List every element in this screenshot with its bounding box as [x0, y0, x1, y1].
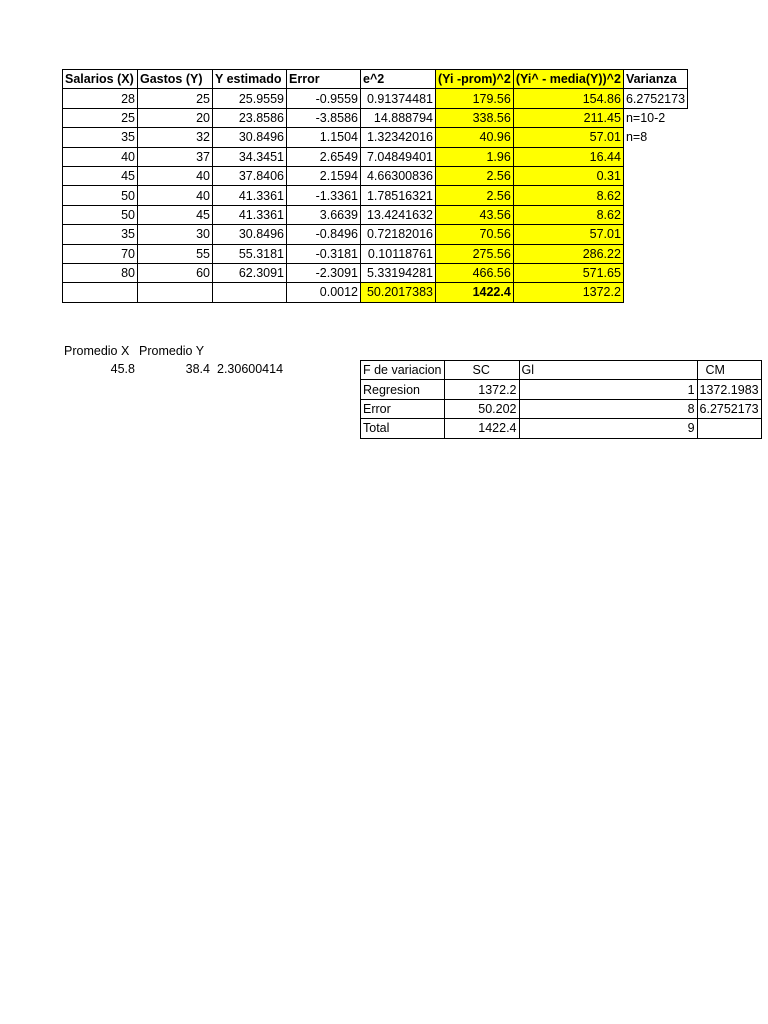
totals-cell[interactable]	[63, 283, 138, 302]
table-row	[63, 205, 688, 224]
error-cell[interactable]: 2.6549	[287, 147, 361, 166]
salarios-cell[interactable]: 35	[63, 128, 138, 147]
yi-hat-media-cell[interactable]: 16.44	[513, 147, 623, 166]
anova-header-sc[interactable]: SC	[444, 361, 519, 380]
gastos-cell[interactable]: 40	[138, 186, 213, 205]
header-cell-varianza[interactable]: Varianza	[623, 70, 687, 89]
header-cell-gastos[interactable]: Gastos (Y)	[138, 70, 213, 89]
error-cell[interactable]: 2.1594	[287, 166, 361, 185]
table-row	[63, 89, 688, 108]
anova-gl-cell[interactable]: 1	[519, 380, 697, 399]
error-sum-cell[interactable]: 0.0012	[287, 283, 361, 302]
yi-hat-media-cell[interactable]: 8.62	[513, 186, 623, 205]
error-cell[interactable]: 1.1504	[287, 128, 361, 147]
anova-header-cm[interactable]: CM	[697, 361, 761, 380]
scr-sum-cell[interactable]: 1372.2	[513, 283, 623, 302]
error-cell[interactable]: 3.6639	[287, 205, 361, 224]
varianza-cell[interactable]	[623, 166, 687, 185]
yi-hat-media-cell[interactable]: 286.22	[513, 244, 623, 263]
anova-cm-cell[interactable]: 1372.1983	[697, 380, 761, 399]
sct-sum-cell[interactable]: 1422.4	[436, 283, 514, 302]
error-cell[interactable]: -2.3091	[287, 263, 361, 282]
salarios-cell[interactable]: 50	[63, 186, 138, 205]
anova-cm-cell[interactable]: 6.2752173	[697, 399, 761, 418]
error-cell[interactable]: -1.3361	[287, 186, 361, 205]
salarios-cell[interactable]: 25	[63, 108, 138, 127]
y-estimado-cell[interactable]: 25.9559	[213, 89, 287, 108]
error-cell[interactable]: -0.8496	[287, 225, 361, 244]
error-cell[interactable]: -3.8586	[287, 108, 361, 127]
varianza-cell[interactable]	[623, 205, 687, 224]
e2-sum-cell[interactable]: 50.2017383	[361, 283, 436, 302]
yi-prom-cell[interactable]: 179.56	[436, 89, 514, 108]
salarios-cell[interactable]: 45	[63, 166, 138, 185]
e2-cell[interactable]: 5.33194281	[361, 263, 436, 282]
y-estimado-cell[interactable]: 37.8406	[213, 166, 287, 185]
gastos-cell[interactable]: 45	[138, 205, 213, 224]
gastos-cell[interactable]: 55	[138, 244, 213, 263]
yi-prom-cell[interactable]: 275.56	[436, 244, 514, 263]
gastos-cell[interactable]: 37	[138, 147, 213, 166]
anova-fuente-cell[interactable]: Error	[361, 399, 445, 418]
yi-hat-media-cell[interactable]: 57.01	[513, 128, 623, 147]
yi-hat-media-cell[interactable]: 154.86	[513, 89, 623, 108]
e2-cell[interactable]: 14.888794	[361, 108, 436, 127]
gastos-cell[interactable]: 40	[138, 166, 213, 185]
e2-cell[interactable]: 0.72182016	[361, 225, 436, 244]
yi-hat-media-cell[interactable]: 211.45	[513, 108, 623, 127]
table-row	[63, 244, 688, 263]
e2-cell[interactable]: 0.10118761	[361, 244, 436, 263]
y-estimado-cell[interactable]: 30.8496	[213, 128, 287, 147]
totals-cell[interactable]	[213, 283, 287, 302]
totals-cell[interactable]	[138, 283, 213, 302]
salarios-cell[interactable]: 80	[63, 263, 138, 282]
y-estimado-cell[interactable]: 34.3451	[213, 147, 287, 166]
promedio-x-value[interactable]: 45.8	[110, 362, 135, 376]
varianza-cell[interactable]	[623, 263, 687, 282]
anova-row	[361, 399, 762, 418]
table-row	[63, 147, 688, 166]
table-row	[63, 166, 688, 185]
anova-header-gl[interactable]: Gl	[519, 361, 697, 380]
yi-prom-cell[interactable]: 40.96	[436, 128, 514, 147]
error-cell[interactable]: -0.3181	[287, 244, 361, 263]
y-estimado-cell[interactable]: 30.8496	[213, 225, 287, 244]
promedio-y-label[interactable]: Promedio Y	[139, 344, 205, 358]
anova-fuente-cell[interactable]: Regresion	[361, 380, 445, 399]
table-row	[63, 263, 688, 282]
salarios-cell[interactable]: 35	[63, 225, 138, 244]
anova-sc-cell[interactable]: 50.202	[444, 399, 519, 418]
e2-cell[interactable]: 1.78516321	[361, 186, 436, 205]
salarios-cell[interactable]: 40	[63, 147, 138, 166]
varianza-cell[interactable]	[623, 147, 687, 166]
yi-prom-cell[interactable]: 2.56	[436, 186, 514, 205]
extra-value[interactable]: 2.30600414	[217, 362, 284, 376]
varianza-cell[interactable]: 6.2752173	[623, 89, 687, 108]
yi-prom-cell[interactable]: 1.96	[436, 147, 514, 166]
header-cell-salarios[interactable]: Salarios (X)	[63, 70, 138, 89]
anova-header-fuente[interactable]: F de variacion	[361, 361, 445, 380]
e2-cell[interactable]: 1.32342016	[361, 128, 436, 147]
yi-prom-cell[interactable]: 2.56	[436, 166, 514, 185]
e2-cell[interactable]: 4.66300836	[361, 166, 436, 185]
e2-cell[interactable]: 13.4241632	[361, 205, 436, 224]
yi-hat-media-cell[interactable]: 8.62	[513, 205, 623, 224]
gastos-cell[interactable]: 25	[138, 89, 213, 108]
y-estimado-cell[interactable]: 62.3091	[213, 263, 287, 282]
yi-prom-cell[interactable]: 338.56	[436, 108, 514, 127]
totals-row	[63, 283, 688, 302]
table-row	[63, 186, 688, 205]
anova-cm-cell[interactable]	[697, 419, 761, 438]
salarios-cell[interactable]: 70	[63, 244, 138, 263]
varianza-cell[interactable]	[623, 244, 687, 263]
anova-table	[360, 360, 762, 439]
gastos-cell[interactable]: 20	[138, 108, 213, 127]
regression-table	[62, 69, 688, 303]
yi-prom-cell[interactable]: 466.56	[436, 263, 514, 282]
promedio-x-label[interactable]: Promedio X	[64, 344, 130, 358]
yi-hat-media-cell[interactable]: 571.65	[513, 263, 623, 282]
yi-hat-media-cell[interactable]: 0.31	[513, 166, 623, 185]
e2-cell[interactable]: 7.04849401	[361, 147, 436, 166]
header-cell-e2[interactable]: e^2	[361, 70, 436, 89]
table-row	[63, 108, 688, 127]
varianza-cell[interactable]: n=10-2	[625, 111, 666, 126]
anova-row	[361, 419, 762, 438]
header-cell-error[interactable]: Error	[287, 70, 361, 89]
salarios-cell[interactable]: 50	[63, 205, 138, 224]
yi-prom-cell[interactable]: 43.56	[436, 205, 514, 224]
gastos-cell[interactable]: 60	[138, 263, 213, 282]
anova-sc-cell[interactable]: 1422.4	[444, 419, 519, 438]
varianza-cell[interactable]	[623, 186, 687, 205]
promedio-y-value[interactable]: 38.4	[185, 362, 210, 376]
e2-cell[interactable]: 0.91374481	[361, 89, 436, 108]
varianza-cell[interactable]	[623, 225, 687, 244]
y-estimado-cell[interactable]: 41.3361	[213, 186, 287, 205]
error-cell[interactable]: -0.9559	[287, 89, 361, 108]
anova-gl-cell[interactable]: 9	[519, 419, 697, 438]
table-row	[63, 128, 688, 147]
yi-prom-cell[interactable]: 70.56	[436, 225, 514, 244]
yi-hat-media-cell[interactable]: 57.01	[513, 225, 623, 244]
salarios-cell[interactable]: 28	[63, 89, 138, 108]
header-row	[63, 70, 688, 89]
anova-fuente-cell[interactable]: Total	[361, 419, 445, 438]
anova-gl-cell[interactable]: 8	[519, 399, 697, 418]
y-estimado-cell[interactable]: 23.8586	[213, 108, 287, 127]
y-estimado-cell[interactable]: 41.3361	[213, 205, 287, 224]
gastos-cell[interactable]: 32	[138, 128, 213, 147]
anova-header-row	[361, 361, 762, 380]
header-cell-y-estimado[interactable]: Y estimado	[213, 70, 287, 89]
anova-row	[361, 380, 762, 399]
empty-cell[interactable]	[623, 283, 687, 302]
anova-sc-cell[interactable]: 1372.2	[444, 380, 519, 399]
y-estimado-cell[interactable]: 55.3181	[213, 244, 287, 263]
header-cell-yi-prom[interactable]: (Yi -prom)^2	[436, 70, 514, 89]
gastos-cell[interactable]: 30	[138, 225, 213, 244]
header-cell-yi-hat-media[interactable]: (Yi^ - media(Y))^2	[513, 70, 623, 89]
varianza-cell[interactable]: n=8	[625, 130, 648, 145]
table-row	[63, 225, 688, 244]
